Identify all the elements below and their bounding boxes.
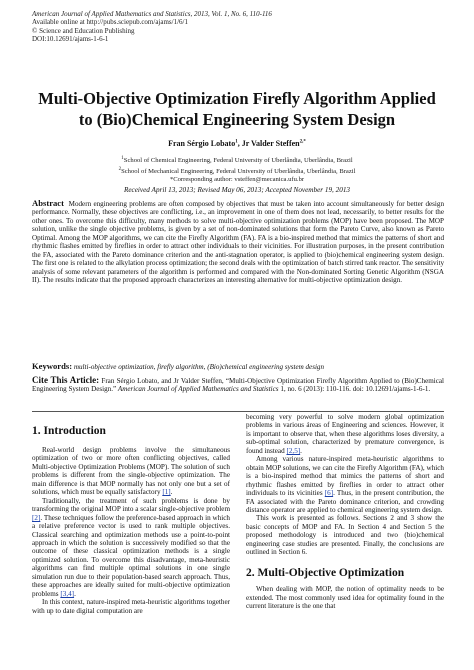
title-line-2: to (Bio)Chemical Engineering System Design [78,110,396,129]
reference-link[interactable]: [3,4] [60,589,75,598]
right-paragraph-1 [246,413,444,455]
reference-link[interactable]: [6] [324,489,334,498]
author-1: Fran Sérgio Lobato [168,139,236,148]
cite-volume: 1, no. 6 (2013): 110-116. doi: 10.12691/ajams-1-6-1. [280,385,431,394]
left-column [32,446,230,615]
intro-paragraph-3: In this context, nature-inspired meta-heuristic algorithms together with up to date digital computation are [32,598,230,615]
punct: . [74,589,76,598]
cite-label: Cite This Article: [32,375,100,385]
journal-citation: American Journal of Applied Mathematics and Statistics, 2013, Vol. 1, No. 6, 110-116 [32,10,272,18]
intro-paragraph-2 [32,497,230,598]
copyright: © Science and Education Publishing [32,26,135,35]
affiliation-2-text: School of Mechanical Engineering, Federal University of Uberlândia, Uberlândia, Brazil [121,167,356,175]
author-2: Jr Valder Steffen [241,139,300,148]
divider [32,411,444,412]
title-line-1: Multi-Objective Optimization Firefly Algorithm Applied [38,89,436,108]
cite-text: Fran Sérgio Lobato, and Jr Valder Steffen, “Multi-Objective Optimization Firefly Algorithm Applied to (Bio)Chemical Engineering System Design.” [32,377,444,394]
affiliation-2-sup: 2 [118,166,122,172]
authors [0,139,474,148]
right-p2-text-b: . Thus, in the present contribution, the FA associated with the Pareto dominance criterion, and crowding distance operator are applied to chemical engineering system design. [246,489,444,514]
abstract-text: Modern engineering problems are often composed by objectives that must be taken into account simultaneously for better design performance. Normally, these objectives are conflicting, i.e., an improvement in one of them does not lead, necessarily, to better results for the other ones. To overcome this difficulty, many methods to solve multi-objective optimization problems (MOP) have been proposed. The MOP solution, unlike the single objective problems, is given by a set of non-dominated solutions that form the Pareto Curve, also known as Pareto Optimal. Among the MOP algorithms, we can cite the Firefly Algorithm (FA). FA is a bio-inspired method that mimics the patterns of short and rhythmic flashes emitted by fireflies in order to attract other individuals to their vicinities. For illustration purposes, in the present contribution the FA, associated with the Pareto dominance criterion and the anti-stagnation operator, is applied to (bio)chemical engineering system design. The first one is related to the alkylation process optimization; the second deals with the optimization of batch stirred tank reactor. The sensitivity analysis of some relevant parameters of the algorithm is performed and compared with the Non-dominated Sorting Genetic Algorithm (NSGA II). The results indicate that the proposed approach characterizes an interesting alternative for multi-objective optimization design. [32,200,444,285]
right-p2-text-a: Among various nature-inspired meta-heuristic algorithms to obtain MOP solutions, we can cite the Firefly Algorithm (FA), which is a bio-inspired method that mimics the patterns of short and rhythmic flashes emitted by fireflies in order to attract other individuals to its vicinities [246,455,444,498]
affiliation-1-sup: 1 [121,156,124,161]
intro-paragraph-1 [32,446,230,497]
author-2-sup: 2,* [299,139,306,145]
intro-p2-text-b: . These techniques follow the preference-based approach in which a relative preference vector is used to rank multiple objectives. Classical searching and optimization methods use a point-to-point approach in which the solution is successively modified so that the outcome of these classical optimization methods is a single optimized solution. To overcome this disadvantage, meta-heuristic algorithms can find multiple optimal solutions in one single simulation run due to their population-based search approach. Thus, these approaches are ideally suited for multi-objective optimization problems [32,513,230,598]
affiliation-1 [0,155,474,166]
author-sep: , [237,139,242,148]
corresponding-author: *Corresponding author: vsteffen@mecanica.ufu.br [169,176,305,184]
abstract [32,199,444,285]
doi: DOI:10.12691/ajams-1-6-1 [32,35,109,44]
cite-this-article [32,376,444,394]
keywords-label: Keywords: [32,361,73,371]
punct: . [300,446,302,455]
cite-journal: American Journal of Applied Mathematics and Statistics [117,385,279,394]
author-1-sup: 1 [235,139,238,145]
affiliation-2 [0,166,474,177]
right-column [246,413,444,611]
right-p1-text: becoming very powerful to solve modern global optimization problems in various áreas of Engineering and sciences. However, it is important to observe that, when these algorithms loses diversity, a sub-optimal solution, characterized by premature convergence, is found instead [246,413,444,455]
right-paragraph-2 [246,455,444,514]
section-heading-introduction: 1. Introduction [32,425,106,437]
submission-dates: Received April 13, 2013; Revised May 06, 2013; Accepted November 19, 2013 [123,186,351,194]
abstract-label: Abstract [32,198,64,208]
section-heading-moo: 2. Multi-Objective Optimization [246,566,405,579]
reference-link[interactable]: [2] [32,513,41,522]
punct: . [170,488,173,497]
reference-link[interactable]: [2,5] [286,446,301,455]
journal-header [32,10,272,44]
affiliations [0,155,474,185]
keywords-text: multi-objective optimization, firefly algorithm, (Bio)chemical engineering system design [73,363,325,371]
available-online: Available online at http://pubs.sciepub.com/ajams/1/6/1 [32,18,188,27]
intro-p2-text-a: Traditionally, the treatment of such problems is done by transforming the original MOP into a scalar single-objective problem [32,496,230,514]
paper-title [20,88,454,130]
right-paragraph-4: When dealing with MOP, the notion of optimality needs to be extended. The most commonly used idea for optimality found in the current literature is the one that [246,585,444,611]
keywords [32,362,444,371]
affiliation-1-text: School of Chemical Engineering, Federal University of Uberlândia, Uberlândia, Brazil [123,157,353,165]
reference-link[interactable]: [1] [162,488,171,497]
right-paragraph-3: This work is presented as follows. Sections 2 and 3 show the basic concepts of MOP and FA. In Section 4 and Section 5 the proposed methodology is introduced and two (bio)chemical engineering case studies are presented. Finally, the conclusions are outlined in Section 6. [246,514,444,557]
intro-p1-text: Real-world design problems involve the simultaneous optimization of two or more often conflicting objectives, called Multi-objective Optimization Problems (MOP). The solution of such problems is different from the single-objective optimization. The main difference is that MOP normally has not only one but a set of solutions, which must be equally satisfactory [32,446,230,497]
